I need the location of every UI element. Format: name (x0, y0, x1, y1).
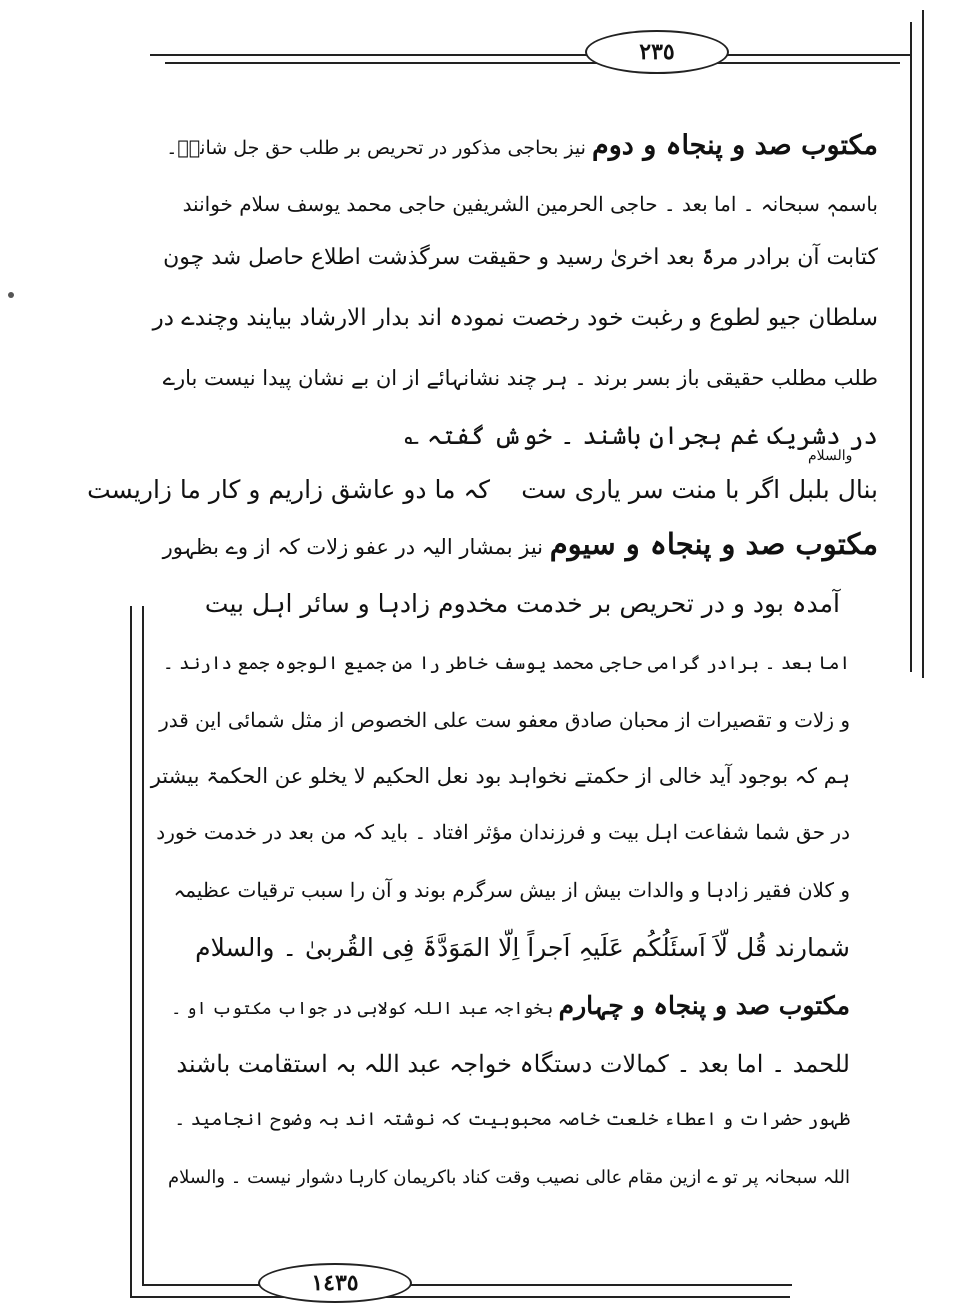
letter-153-line-7: شمارند قُل لّاَ اَسئَلُکُم عَلَیہِ اَجراً اِلّا المَوَدَّۃَ فِی القُربیٰ ۔ والسلام (195, 933, 850, 962)
scan-speck (8, 292, 14, 298)
letter-153-subtitle: نیز بمشار الیہ در عفو زلات کہ از وے بظہور (162, 535, 544, 559)
letter-153-title: مکتوب صد و پنجاہ و سیوم (549, 527, 878, 561)
letter-153-heading (150, 524, 878, 567)
letter-152-subtitle: نیز بحاجی مذکور در تحریص بر طلب حق جل شانہٗ۔ (166, 137, 586, 159)
letter-152-title: مکتوب صد و پنجاہ و دوم (592, 130, 878, 161)
frame-bottom-outer (130, 1296, 790, 1298)
letter-153-line-3: و زلات و تقصیرات از محبان صادق معفو ست علی الخصوص از مثل شمائی این قدر (159, 708, 850, 732)
letter-152-salaam: والسلام (808, 448, 853, 464)
letter-153-line-4: ہم کہ بوجود آید خالی از حکمتے نخواہد بود نعل الحکیم لا یخلو عن الحکمۃ بیشتر (150, 764, 850, 788)
frame-left-outer (130, 606, 132, 1296)
frame-right-inner (910, 22, 912, 672)
letter-152-verse-left: کہ ما دو عاشق زاریم و کار ما زاریست (87, 475, 490, 504)
frame-top-inner (165, 62, 900, 64)
letter-153-line-6: و کلان فقیر زادہا و والدات بیش از بیش سرگرم بوند و آن را سبب ترقیات عظیمہ (173, 878, 850, 902)
letter-154-line-3: اللہ سبحانہ پر تو ے ازین مقام عالی نصیب وقت کناد باکریمان کارہا دشوار نیست ۔ والسلام (167, 1167, 850, 1188)
letter-152-line-2: کتابت آن برادر مرۃً بعد اخریٰ رسید و حقیقت سرگذشت اطلاع حاصل شد چون (163, 245, 878, 270)
frame-right-outer (922, 10, 924, 678)
letter-154-subtitle: بخواجہ عبد اللہ کولابی در جواب مکتوب او ۔ (171, 999, 554, 1019)
letter-152-heading (150, 126, 878, 168)
letter-154-title: مکتوب صد و پنجاہ و چہارم (558, 991, 850, 1020)
letter-154-line-1: للحمد ۔ اما بعد ۔ کمالات دستگاہ خواجہ عبد اللہ بہ استقامت باشند (176, 1050, 850, 1078)
letter-152-line-5: در دشریک غم ہجران باشند ۔ خوش گفتہ ؎ (404, 421, 878, 450)
page-number-top: ٢٣٥ (585, 30, 729, 74)
letter-153-line-5: در حق شما شفاعت اہل بیت و فرزندان مؤثر افتاد ۔ باید کہ من بعد در خدمت خورد (156, 820, 850, 844)
letter-152-line-3: سلطان جیو لطوع و رغبت خود رخصت نمودہ اند بدار الارشاد بیایند وچندے در (152, 305, 878, 331)
letter-152-line-1: باسمہٖ سبحانہ ۔ اما بعد ۔ حاجی الحرمین الشریفین حاجی محمد یوسف سلام خوانند (182, 192, 878, 216)
letter-154-heading (150, 986, 850, 1029)
frame-bottom-inner (142, 1284, 792, 1286)
page-number-bottom: ١٤٣٥ (258, 1263, 412, 1303)
letter-154-line-2: ظہور حضرات و اعطاء خلعت خاصہ محبوبیت کہ نوشتہ اند بہ وضوح انجامید ۔ (174, 1109, 850, 1130)
letter-153-line-1: آمدہ بود و در تحریص بر خدمت مخدوم زادہا و سائر اہل بیت (204, 589, 840, 618)
letter-152-verse-right: بنال بلبل اگر با منت سر یاری ست (521, 475, 878, 504)
letter-153-line-2: اما بعد ۔ برادر گرامی حاجی محمد یوسف خاطر را من جمیع الوجوہ جمع دارند ۔ (163, 653, 850, 674)
letter-152-line-4: طلب مطلب حقیقی باز بسر برند ۔ ہر چند نشانہائے از ان بے نشان پیدا نیست بارے (162, 366, 878, 390)
frame-top-outer (150, 54, 910, 56)
frame-left-inner (142, 606, 144, 1284)
